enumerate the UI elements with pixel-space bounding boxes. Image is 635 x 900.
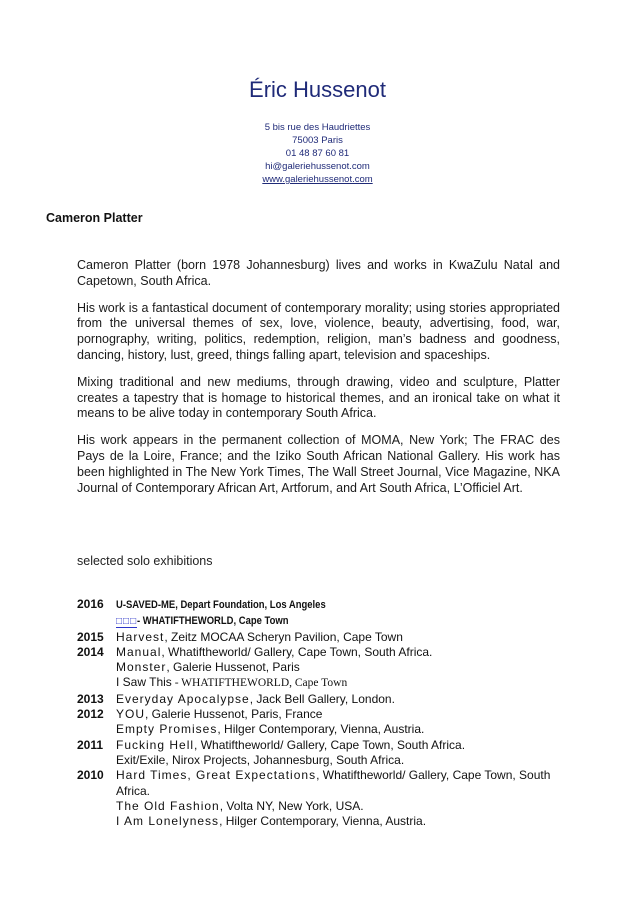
exhibition-row [77, 630, 567, 645]
contact-block [0, 121, 635, 186]
exhibition-row [77, 768, 567, 799]
exhibition-entry: U-SAVED-ME, Depart Foundation, Los Angeles [116, 599, 326, 611]
exhibition-title: Manual [116, 644, 162, 659]
exhibition-row [77, 597, 567, 613]
exhibition-row [77, 660, 567, 675]
artist-name: Cameron Platter [46, 211, 143, 225]
exhibition-year: 2011 [77, 737, 104, 752]
exhibition-title: Fucking Hell [116, 737, 195, 752]
exhibition-venue: , Jack Bell Gallery, London. [249, 691, 395, 706]
exhibition-title: I Saw This [116, 675, 172, 690]
exhibition-title: I Am Lonelyness [116, 814, 220, 829]
exhibition-row [77, 753, 567, 768]
exhibition-title: Empty Promises [116, 722, 218, 737]
exhibition-year: 2014 [77, 644, 104, 659]
exhibition-entry: - WHATIFTHEWORLD, Cape Town [137, 615, 289, 628]
artist-bio [77, 258, 560, 507]
exhibition-year: 2013 [77, 691, 104, 706]
exhibition-title: Harvest [116, 629, 165, 644]
exhibition-venue: , Whatiftheworld/ Gallery, Cape Town, South Africa. [116, 768, 551, 798]
exhibition-row [77, 645, 567, 660]
exhibition-title: The Old Fashion [116, 798, 220, 813]
email-address: hi@galeriehussenot.com [265, 161, 370, 172]
exhibition-row [77, 613, 567, 629]
exhibition-title: Exit/Exile [116, 752, 166, 767]
exhibition-venue: , Hilger Contemporary, Vienna, Austria. [217, 722, 425, 737]
exhibition-venue: , Galerie Hussenot, Paris, France [145, 707, 323, 722]
exhibition-title: Monster [116, 660, 167, 675]
bio-paragraph: His work appears in the permanent collection of MOMA, New York; The FRAC des Pays de la Loire, France; and the Iziko South African National Gallery. His work has been highlighted in The New York Times, The Wall Street Journal, Vice Magazine, NKA Journal of Contemporary African Art, Artforum, and Art South Africa, L’Officiel Art. [77, 433, 560, 495]
exhibition-row [77, 675, 567, 691]
exhibition-venue: - WHATIFTHEWORLD, Cape Town [171, 677, 348, 690]
website-link[interactable]: www.galeriehussenot.com [262, 174, 373, 185]
exhibition-title: Hard Times, Great Expectations [116, 768, 317, 783]
exhibition-row [77, 814, 567, 829]
missing-glyph-title: □□□ [116, 616, 138, 628]
exhibition-year: 2016 [77, 597, 104, 611]
exhibition-row [77, 692, 567, 707]
exhibition-venue: , Whatiftheworld/ Gallery, Cape Town, South Africa. [194, 737, 466, 752]
exhibition-venue: , Hilger Contemporary, Vienna, Austria. [219, 814, 427, 829]
solo-exhibitions-heading: selected solo exhibitions [77, 554, 213, 568]
exhibition-venue: , Nirox Projects, Johannesburg, South Africa. [165, 752, 405, 767]
exhibitions-list [77, 597, 567, 829]
bio-paragraph: Mixing traditional and new mediums, through drawing, video and sculpture, Platter creates a tapestry that is homage to historical themes, and an ironical take on what it means to be alive today in contemporary South Africa. [77, 374, 560, 421]
exhibition-row [77, 799, 567, 814]
phone-number: 01 48 87 60 81 [285, 148, 350, 159]
exhibition-year: 2015 [77, 629, 104, 644]
exhibition-row [77, 738, 567, 753]
exhibition-title: Everyday Apocalypse [116, 691, 250, 706]
exhibition-venue: , Zeitz MOCAA Scheryn Pavilion, Cape Town [164, 629, 403, 644]
exhibition-venue: , Whatiftheworld/ Gallery, Cape Town, South Africa. [161, 644, 433, 659]
bio-paragraph: His work is a fantastical document of contemporary morality; using stories appropriated from the universal themes of sex, love, violence, beauty, advertising, food, war, pornography, writing, politics, redemption, religion, man’s badness and goodness, dancing, history, lust, greed, things falling apart, television and spaceships. [77, 300, 560, 362]
exhibition-year: 2012 [77, 707, 104, 722]
address-line-2: 75003 Paris [292, 135, 343, 146]
gallery-name: Éric Hussenot [249, 77, 386, 102]
exhibition-row [77, 707, 567, 722]
bio-paragraph: Cameron Platter (born 1978 Johannesburg) lives and works in KwaZulu Natal and Capetown, South Africa. [77, 258, 560, 288]
exhibition-title: YOU [116, 707, 146, 722]
exhibition-row [77, 722, 567, 737]
exhibition-venue: , Galerie Hussenot, Paris [166, 660, 300, 675]
exhibition-year: 2010 [77, 768, 104, 783]
address-line-1: 5 bis rue des Haudriettes [264, 122, 371, 133]
exhibition-venue: , Volta NY, New York, USA. [219, 798, 364, 813]
